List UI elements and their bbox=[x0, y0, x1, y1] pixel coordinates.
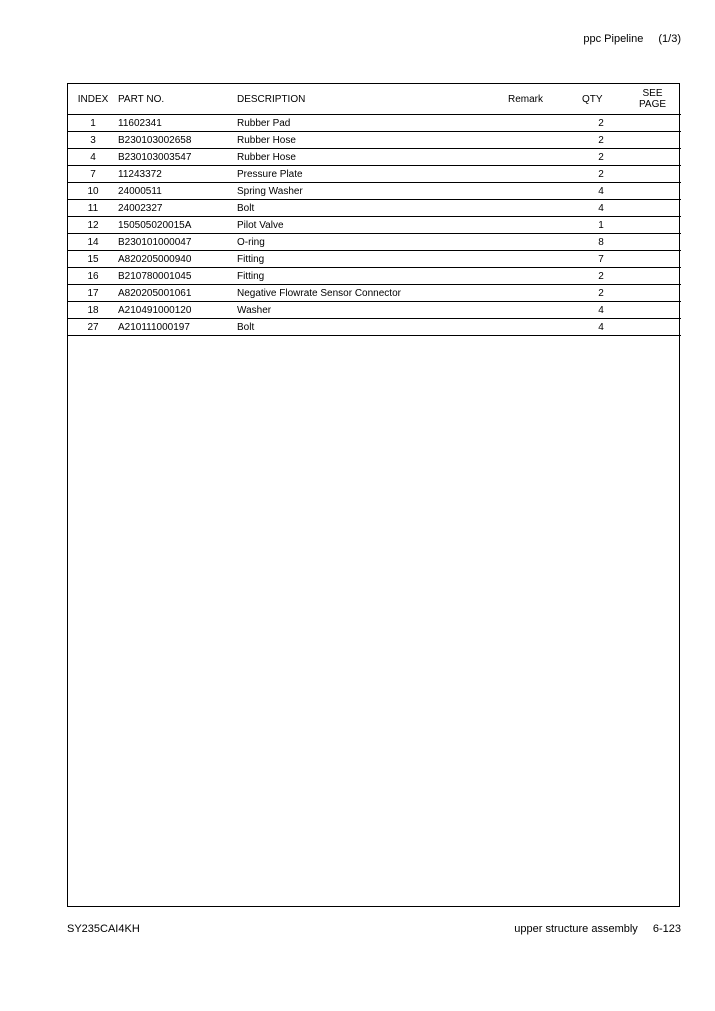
cell-description: Pressure Plate bbox=[237, 166, 498, 183]
parts-table bbox=[68, 84, 681, 336]
cell-remark bbox=[498, 234, 578, 251]
cell-description: Fitting bbox=[237, 268, 498, 285]
footer-section: upper structure assembly bbox=[514, 923, 638, 935]
cell-part-no: B230103002658 bbox=[118, 132, 237, 149]
cell-index: 14 bbox=[68, 234, 118, 251]
column-header-see-page bbox=[624, 84, 681, 115]
cell-see-page bbox=[624, 132, 681, 149]
table-row bbox=[68, 251, 681, 268]
cell-qty: 4 bbox=[578, 319, 624, 336]
cell-qty: 4 bbox=[578, 183, 624, 200]
cell-qty: 2 bbox=[578, 166, 624, 183]
cell-part-no: 150505020015A bbox=[118, 217, 237, 234]
cell-index: 17 bbox=[68, 285, 118, 302]
column-header-qty: QTY bbox=[578, 84, 624, 115]
cell-part-no: A820205001061 bbox=[118, 285, 237, 302]
cell-remark bbox=[498, 268, 578, 285]
cell-description: Rubber Hose bbox=[237, 132, 498, 149]
see-page-line1: SEE bbox=[642, 88, 663, 99]
column-header-part-no: PART NO. bbox=[118, 84, 237, 115]
table-row bbox=[68, 217, 681, 234]
cell-remark bbox=[498, 183, 578, 200]
cell-index: 7 bbox=[68, 166, 118, 183]
cell-remark bbox=[498, 166, 578, 183]
section-title: ppc Pipeline bbox=[583, 33, 644, 45]
cell-qty: 2 bbox=[578, 149, 624, 166]
table-row bbox=[68, 319, 681, 336]
table-row bbox=[68, 183, 681, 200]
footer-page-number: 6-123 bbox=[652, 923, 681, 935]
cell-remark bbox=[498, 200, 578, 217]
table-row bbox=[68, 234, 681, 251]
cell-index: 4 bbox=[68, 149, 118, 166]
cell-qty: 8 bbox=[578, 234, 624, 251]
table-row bbox=[68, 268, 681, 285]
cell-part-no: B230103003547 bbox=[118, 149, 237, 166]
cell-remark bbox=[498, 149, 578, 166]
cell-qty: 1 bbox=[578, 217, 624, 234]
cell-qty: 4 bbox=[578, 302, 624, 319]
cell-index: 12 bbox=[68, 217, 118, 234]
cell-part-no: 24000511 bbox=[118, 183, 237, 200]
cell-part-no: A210491000120 bbox=[118, 302, 237, 319]
cell-part-no: B210780001045 bbox=[118, 268, 237, 285]
cell-description: Fitting bbox=[237, 251, 498, 268]
cell-description: Rubber Pad bbox=[237, 115, 498, 132]
cell-qty: 2 bbox=[578, 285, 624, 302]
cell-see-page bbox=[624, 217, 681, 234]
cell-see-page bbox=[624, 200, 681, 217]
cell-see-page bbox=[624, 302, 681, 319]
cell-index: 16 bbox=[68, 268, 118, 285]
cell-remark bbox=[498, 217, 578, 234]
cell-index: 27 bbox=[68, 319, 118, 336]
see-page-line2: PAGE bbox=[638, 99, 667, 110]
cell-remark bbox=[498, 319, 578, 336]
cell-see-page bbox=[624, 251, 681, 268]
cell-qty: 2 bbox=[578, 132, 624, 149]
page-fraction: (1/3) bbox=[658, 33, 681, 45]
parts-list-frame bbox=[67, 83, 680, 907]
cell-see-page bbox=[624, 285, 681, 302]
cell-description: Washer bbox=[237, 302, 498, 319]
cell-description: Bolt bbox=[237, 319, 498, 336]
cell-qty: 7 bbox=[578, 251, 624, 268]
column-header-remark: Remark bbox=[498, 84, 578, 115]
cell-qty: 2 bbox=[578, 115, 624, 132]
cell-part-no: 24002327 bbox=[118, 200, 237, 217]
cell-description: Bolt bbox=[237, 200, 498, 217]
cell-see-page bbox=[624, 319, 681, 336]
cell-part-no: A210111000197 bbox=[118, 319, 237, 336]
cell-remark bbox=[498, 302, 578, 319]
table-row bbox=[68, 200, 681, 217]
cell-qty: 2 bbox=[578, 268, 624, 285]
cell-part-no: A820205000940 bbox=[118, 251, 237, 268]
table-row bbox=[68, 149, 681, 166]
table-row bbox=[68, 132, 681, 149]
cell-part-no: 11243372 bbox=[118, 166, 237, 183]
cell-remark bbox=[498, 115, 578, 132]
cell-see-page bbox=[624, 183, 681, 200]
cell-index: 11 bbox=[68, 200, 118, 217]
cell-see-page bbox=[624, 115, 681, 132]
cell-description: Pilot Valve bbox=[237, 217, 498, 234]
cell-see-page bbox=[624, 149, 681, 166]
cell-remark bbox=[498, 285, 578, 302]
table-header-row bbox=[68, 84, 681, 115]
footer-model: SY235CAI4KH bbox=[67, 923, 140, 935]
cell-part-no: B230101000047 bbox=[118, 234, 237, 251]
cell-part-no: 11602341 bbox=[118, 115, 237, 132]
cell-see-page bbox=[624, 268, 681, 285]
cell-description: Negative Flowrate Sensor Connector bbox=[237, 285, 498, 302]
cell-description: Spring Washer bbox=[237, 183, 498, 200]
table-row bbox=[68, 166, 681, 183]
cell-qty: 4 bbox=[578, 200, 624, 217]
cell-index: 15 bbox=[68, 251, 118, 268]
cell-remark bbox=[498, 251, 578, 268]
table-row bbox=[68, 115, 681, 132]
page-header bbox=[583, 33, 681, 45]
table-row bbox=[68, 285, 681, 302]
cell-index: 3 bbox=[68, 132, 118, 149]
cell-description: Rubber Hose bbox=[237, 149, 498, 166]
table-row bbox=[68, 302, 681, 319]
cell-see-page bbox=[624, 166, 681, 183]
column-header-description: DESCRIPTION bbox=[237, 84, 498, 115]
cell-index: 1 bbox=[68, 115, 118, 132]
parts-table-body bbox=[68, 115, 681, 336]
cell-remark bbox=[498, 132, 578, 149]
cell-index: 10 bbox=[68, 183, 118, 200]
cell-index: 18 bbox=[68, 302, 118, 319]
page-footer bbox=[514, 923, 681, 935]
cell-description: O-ring bbox=[237, 234, 498, 251]
column-header-index: INDEX bbox=[68, 84, 118, 115]
cell-see-page bbox=[624, 234, 681, 251]
